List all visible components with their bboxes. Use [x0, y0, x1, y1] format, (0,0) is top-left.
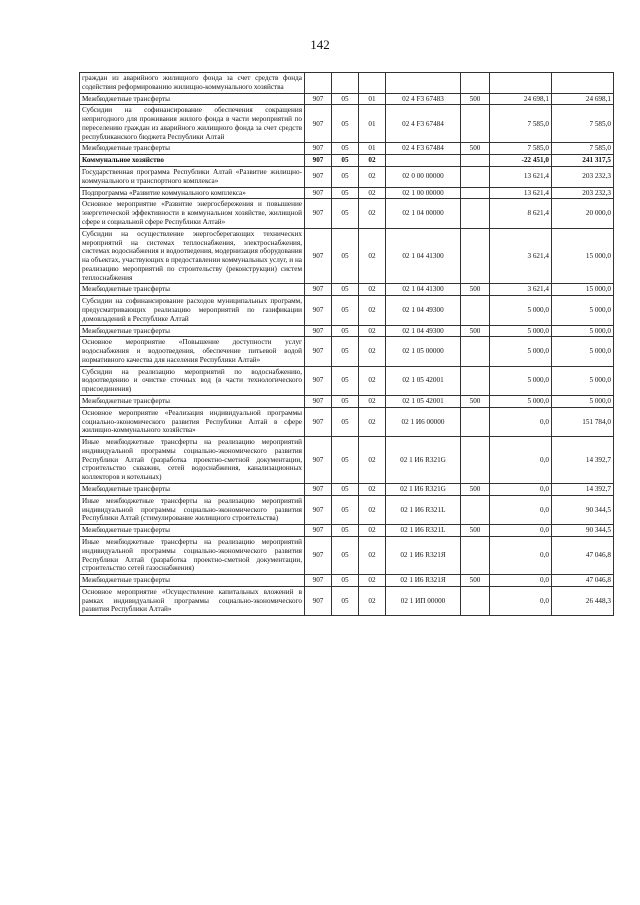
- expense-type: [461, 536, 490, 574]
- amount-total: [552, 73, 614, 94]
- subsection-code: 02: [359, 396, 386, 408]
- row-name: Субсидии на осуществление энергосберегающих технических мероприятий на системах теплоснабжения, электроснабжения, системах водоснабжения и водоотведения, модернизация оборудования на объектах, участвующих в предоставлении коммунальных услуг, и на реализацию мероприятий по строительству (реконструкции) систем теплоснабжения: [80, 228, 305, 284]
- subsection-code: 01: [359, 143, 386, 155]
- row-name: Иные межбюджетные трансферты на реализацию мероприятий индивидуальной программы социально-экономического развития Республики Алтай (разработка проектно-сметной документации, строительство скважин, сетей водоснабжения, канализационных коллекторов и котельных): [80, 437, 305, 484]
- ministry-code: 907: [305, 228, 332, 284]
- table-row: [80, 495, 614, 524]
- ministry-code: 907: [305, 337, 332, 366]
- section-code: 05: [332, 525, 359, 537]
- section-code: 05: [332, 337, 359, 366]
- target-article: 02 1 И6 R321Я: [386, 575, 461, 587]
- table-row: [80, 228, 614, 284]
- subsection-code: 02: [359, 187, 386, 199]
- target-article: 02 4 F3 67484: [386, 105, 461, 143]
- row-name: Межбюджетные трансферты: [80, 325, 305, 337]
- row-name: Субсидии на софинансирование обеспечения сокращения непригодного для проживания жилого фонда в части мероприятий по переселению граждан из аварийного жилищного фонда за счет средств республиканского бюджета Республики Алтай: [80, 105, 305, 143]
- section-code: 05: [332, 105, 359, 143]
- subsection-code: 02: [359, 337, 386, 366]
- ministry-code: 907: [305, 366, 332, 395]
- target-article: 02 1 И6 R321G: [386, 484, 461, 496]
- ministry-code: 907: [305, 155, 332, 167]
- amount-change: 5 000,0: [490, 296, 552, 325]
- subsection-code: 02: [359, 484, 386, 496]
- expense-type: [461, 187, 490, 199]
- table-row: [80, 484, 614, 496]
- section-code: 05: [332, 325, 359, 337]
- expense-type: [461, 366, 490, 395]
- ministry-code: 907: [305, 525, 332, 537]
- table-row: [80, 586, 614, 615]
- target-article: 02 1 05 00000: [386, 337, 461, 366]
- row-name: Основное мероприятие «Осуществление капитальных вложений в рамках индивидуальной программы социально-экономического развития Республики Алтай»: [80, 586, 305, 615]
- amount-change: 13 621,4: [490, 167, 552, 188]
- target-article: 02 1 05 42001: [386, 366, 461, 395]
- row-name: Субсидии на реализацию мероприятий по водоснабжению, водоотведению и очистке сточных вод (в части технологического присоединения): [80, 366, 305, 395]
- section-code: 05: [332, 586, 359, 615]
- target-article: 02 1 И6 R321Я: [386, 536, 461, 574]
- row-name: Подпрограмма «Развитие коммунального комплекса»: [80, 187, 305, 199]
- amount-change: 5 000,0: [490, 337, 552, 366]
- amount-total: 5 000,0: [552, 296, 614, 325]
- table-row: [80, 575, 614, 587]
- amount-total: 151 784,0: [552, 407, 614, 436]
- table-row: [80, 155, 614, 167]
- section-code: 05: [332, 366, 359, 395]
- section-code: 05: [332, 155, 359, 167]
- section-code: 05: [332, 536, 359, 574]
- subsection-code: 02: [359, 284, 386, 296]
- amount-change: 5 000,0: [490, 366, 552, 395]
- amount-total: 15 000,0: [552, 228, 614, 284]
- ministry-code: 907: [305, 586, 332, 615]
- subsection-code: 01: [359, 93, 386, 105]
- expense-type: [461, 73, 490, 94]
- amount-total: 14 392,7: [552, 437, 614, 484]
- target-article: 02 1 И6 00000: [386, 407, 461, 436]
- ministry-code: 907: [305, 105, 332, 143]
- row-name: Межбюджетные трансферты: [80, 284, 305, 296]
- section-code: 05: [332, 284, 359, 296]
- row-name: граждан из аварийного жилищного фонда за счет средств фонда содействия реформированию жилищно-коммунального хозяйства: [80, 73, 305, 94]
- section-code: 05: [332, 93, 359, 105]
- target-article: [386, 73, 461, 94]
- expense-type: [461, 495, 490, 524]
- amount-change: 0,0: [490, 495, 552, 524]
- amount-change: 0,0: [490, 437, 552, 484]
- amount-change: [490, 73, 552, 94]
- table-row: [80, 284, 614, 296]
- expense-type: [461, 167, 490, 188]
- target-article: 02 1 00 00000: [386, 187, 461, 199]
- target-article: 02 1 04 00000: [386, 199, 461, 228]
- amount-total: 7 585,0: [552, 105, 614, 143]
- target-article: 02 1 И6 R321L: [386, 525, 461, 537]
- amount-total: 203 232,3: [552, 167, 614, 188]
- target-article: 02 1 04 41300: [386, 284, 461, 296]
- table-row: [80, 199, 614, 228]
- row-name: Межбюджетные трансферты: [80, 93, 305, 105]
- section-code: 05: [332, 396, 359, 408]
- amount-change: 7 585,0: [490, 143, 552, 155]
- expense-type: [461, 586, 490, 615]
- row-name: Иные межбюджетные трансферты на реализацию мероприятий индивидуальной программы социально-экономического развития Республики Алтай (разработка проектно-сметной документации, строительство сетей газоснабжения): [80, 536, 305, 574]
- row-name: Межбюджетные трансферты: [80, 143, 305, 155]
- row-name: Основное мероприятие «Реализация индивидуальной программы социально-экономического развития Республики Алтай в сфере жилищно-коммунального хозяйства»: [80, 407, 305, 436]
- target-article: 02 0 00 00000: [386, 167, 461, 188]
- expense-type: [461, 407, 490, 436]
- expense-type: 500: [461, 484, 490, 496]
- ministry-code: 907: [305, 536, 332, 574]
- amount-total: 24 698,1: [552, 93, 614, 105]
- row-name: Межбюджетные трансферты: [80, 525, 305, 537]
- subsection-code: 02: [359, 325, 386, 337]
- subsection-code: 02: [359, 437, 386, 484]
- target-article: 02 1 И6 R321G: [386, 437, 461, 484]
- target-article: 02 4 F3 67483: [386, 93, 461, 105]
- amount-total: 5 000,0: [552, 396, 614, 408]
- expense-type: [461, 296, 490, 325]
- subsection-code: [359, 73, 386, 94]
- section-code: 05: [332, 296, 359, 325]
- table-row: [80, 73, 614, 94]
- row-name: Межбюджетные трансферты: [80, 396, 305, 408]
- amount-total: 14 392,7: [552, 484, 614, 496]
- amount-total: 47 046,8: [552, 536, 614, 574]
- table-row: [80, 143, 614, 155]
- subsection-code: 02: [359, 575, 386, 587]
- ministry-code: 907: [305, 167, 332, 188]
- row-name: Коммунальное хозяйство: [80, 155, 305, 167]
- amount-change: 24 698,1: [490, 93, 552, 105]
- amount-total: 5 000,0: [552, 366, 614, 395]
- section-code: 05: [332, 167, 359, 188]
- target-article: 02 1 05 42001: [386, 396, 461, 408]
- amount-change: -22 451,0: [490, 155, 552, 167]
- expense-type: [461, 105, 490, 143]
- amount-total: 7 585,0: [552, 143, 614, 155]
- expense-type: 500: [461, 525, 490, 537]
- target-article: 02 1 ИП 00000: [386, 586, 461, 615]
- row-name: Межбюджетные трансферты: [80, 484, 305, 496]
- amount-change: 13 621,4: [490, 187, 552, 199]
- subsection-code: 02: [359, 296, 386, 325]
- expense-type: [461, 155, 490, 167]
- ministry-code: 907: [305, 143, 332, 155]
- table-row: [80, 105, 614, 143]
- ministry-code: 907: [305, 575, 332, 587]
- expense-type: 500: [461, 396, 490, 408]
- table-row: [80, 296, 614, 325]
- table-row: [80, 93, 614, 105]
- expense-type: 500: [461, 325, 490, 337]
- subsection-code: 02: [359, 495, 386, 524]
- expense-type: [461, 199, 490, 228]
- section-code: 05: [332, 495, 359, 524]
- amount-change: 7 585,0: [490, 105, 552, 143]
- table-row: [80, 536, 614, 574]
- row-name: Основное мероприятие «Развитие энергосбережения и повышение энергетической эффективности в коммунальном хозяйстве, жилищной сфере и социальной сфере Республики Алтай»: [80, 199, 305, 228]
- amount-total: 20 000,0: [552, 199, 614, 228]
- amount-change: 8 621,4: [490, 199, 552, 228]
- subsection-code: 02: [359, 536, 386, 574]
- expense-type: 500: [461, 93, 490, 105]
- amount-total: 47 046,8: [552, 575, 614, 587]
- subsection-code: 01: [359, 105, 386, 143]
- table-row: [80, 337, 614, 366]
- section-code: 05: [332, 199, 359, 228]
- section-code: [332, 73, 359, 94]
- row-name: Иные межбюджетные трансферты на реализацию мероприятий индивидуальной программы социально-экономического развития Республики Алтай (стимулирование жилищного строительства): [80, 495, 305, 524]
- section-code: 05: [332, 187, 359, 199]
- expense-type: [461, 337, 490, 366]
- expense-type: 500: [461, 284, 490, 296]
- amount-change: 3 621,4: [490, 284, 552, 296]
- amount-total: 26 448,3: [552, 586, 614, 615]
- table-row: [80, 366, 614, 395]
- amount-change: 0,0: [490, 525, 552, 537]
- expense-type: [461, 228, 490, 284]
- section-code: 05: [332, 484, 359, 496]
- table-row: [80, 437, 614, 484]
- ministry-code: 907: [305, 187, 332, 199]
- amount-total: 5 000,0: [552, 337, 614, 366]
- amount-total: 15 000,0: [552, 284, 614, 296]
- amount-change: 0,0: [490, 484, 552, 496]
- target-article: [386, 155, 461, 167]
- subsection-code: 02: [359, 366, 386, 395]
- amount-change: 0,0: [490, 536, 552, 574]
- table-row: [80, 525, 614, 537]
- target-article: 02 1 04 49300: [386, 325, 461, 337]
- amount-total: 90 344,5: [552, 495, 614, 524]
- ministry-code: 907: [305, 93, 332, 105]
- amount-change: 3 621,4: [490, 228, 552, 284]
- amount-change: 0,0: [490, 586, 552, 615]
- row-name: Субсидии на софинансирование расходов муниципальных программ, предусматривающих реализацию мероприятий по газификации домовладений в Республике Алтай: [80, 296, 305, 325]
- subsection-code: 02: [359, 525, 386, 537]
- amount-total: 203 232,3: [552, 187, 614, 199]
- amount-total: 5 000,0: [552, 325, 614, 337]
- ministry-code: 907: [305, 484, 332, 496]
- amount-total: 90 344,5: [552, 525, 614, 537]
- row-name: Государственная программа Республики Алтай «Развитие жилищно-коммунального и транспортного комплекса»: [80, 167, 305, 188]
- section-code: 05: [332, 228, 359, 284]
- page-number: 142: [310, 37, 330, 52]
- section-code: 05: [332, 575, 359, 587]
- target-article: 02 4 F3 67484: [386, 143, 461, 155]
- ministry-code: 907: [305, 284, 332, 296]
- ministry-code: 907: [305, 296, 332, 325]
- ministry-code: 907: [305, 396, 332, 408]
- table-row: [80, 187, 614, 199]
- ministry-code: 907: [305, 495, 332, 524]
- section-code: 05: [332, 143, 359, 155]
- budget-table: [79, 72, 614, 616]
- subsection-code: 02: [359, 167, 386, 188]
- table-row: [80, 167, 614, 188]
- amount-change: 0,0: [490, 407, 552, 436]
- subsection-code: 02: [359, 228, 386, 284]
- table-row: [80, 396, 614, 408]
- row-name: Межбюджетные трансферты: [80, 575, 305, 587]
- target-article: 02 1 И6 R321L: [386, 495, 461, 524]
- subsection-code: 02: [359, 199, 386, 228]
- expense-type: 500: [461, 143, 490, 155]
- amount-change: 0,0: [490, 575, 552, 587]
- amount-change: 5 000,0: [490, 396, 552, 408]
- ministry-code: 907: [305, 325, 332, 337]
- section-code: 05: [332, 407, 359, 436]
- subsection-code: 02: [359, 407, 386, 436]
- row-name: Основное мероприятие «Повышение доступности услуг водоснабжения и водоотведения, обеспечение питьевой водой нормативного качества для населения Республики Алтай»: [80, 337, 305, 366]
- target-article: 02 1 04 49300: [386, 296, 461, 325]
- amount-total: 241 317,5: [552, 155, 614, 167]
- table-row: [80, 325, 614, 337]
- ministry-code: 907: [305, 407, 332, 436]
- ministry-code: [305, 73, 332, 94]
- subsection-code: 02: [359, 155, 386, 167]
- expense-type: 500: [461, 575, 490, 587]
- ministry-code: 907: [305, 437, 332, 484]
- ministry-code: 907: [305, 199, 332, 228]
- table-body: [80, 73, 614, 616]
- amount-change: 5 000,0: [490, 325, 552, 337]
- subsection-code: 02: [359, 586, 386, 615]
- section-code: 05: [332, 437, 359, 484]
- target-article: 02 1 04 41300: [386, 228, 461, 284]
- expense-type: [461, 437, 490, 484]
- table-row: [80, 407, 614, 436]
